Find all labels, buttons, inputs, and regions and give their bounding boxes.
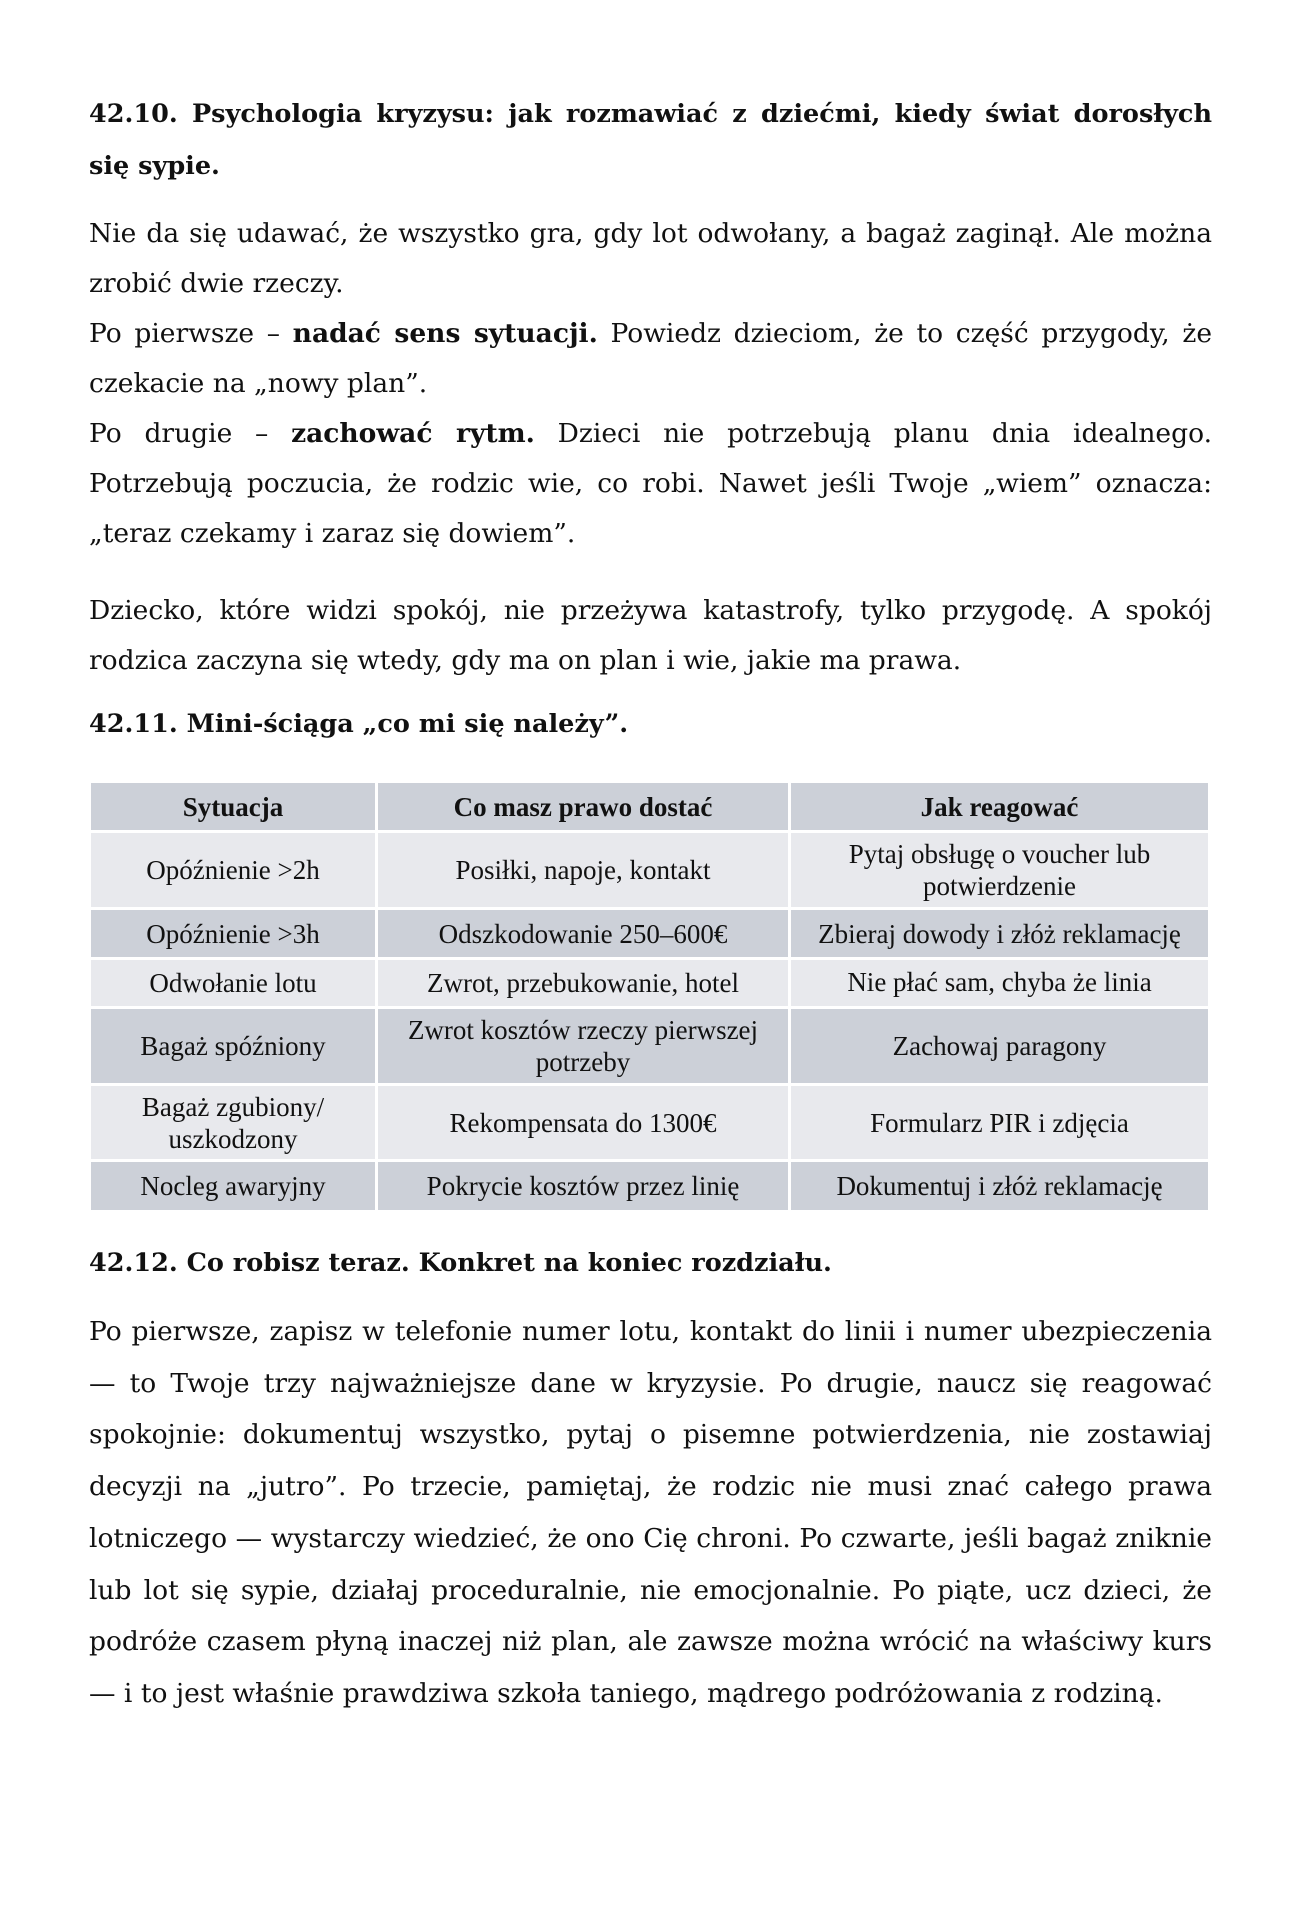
paragraph	[89, 409, 1212, 559]
table-header-cell: Jak reagować	[791, 783, 1208, 833]
table-cell: Opóźnienie >3h	[91, 910, 378, 960]
table-cell: Pokrycie kosztów przez linię	[378, 1162, 791, 1210]
table-cell: Odwołanie lotu	[91, 960, 378, 1009]
section-heading-42-12: 42.12. Co robisz teraz. Konkret na koniec rozdziału.	[89, 1248, 832, 1278]
paragraph	[89, 309, 1212, 409]
table-header-cell: Co masz prawo dostać	[378, 783, 791, 833]
table-cell: Opóźnienie >2h	[91, 833, 378, 910]
paragraph-prefix: Po drugie –	[89, 418, 292, 449]
table-cell: Zwrot, przebukowanie, hotel	[378, 960, 791, 1009]
table-cell: Odszkodowanie 250–600€	[378, 910, 791, 960]
paragraph: Nie da się udawać, że wszystko gra, gdy lot odwołany, a bagaż zaginął. Ale można zrobić dwie rzeczy.	[89, 218, 1212, 299]
table-cell: Formularz PIR i zdjęcia	[791, 1086, 1208, 1162]
paragraph-bold: zachować rytm.	[291, 418, 535, 449]
table-row	[91, 833, 1208, 910]
table-row	[91, 910, 1208, 960]
paragraph-suffix: Dzieci nie potrzebują planu dnia idealnego. Potrzebują poczucia, że rodzic wie, co robi. Nawet jeśli Twoje „wiem” oznacza: „teraz czekamy i zaraz się dowiem”.	[89, 418, 1212, 549]
table-cell-clipped: Nie płać sam, chyba że linia	[791, 960, 1208, 1009]
table-cell: Rekompensata do 1300€	[378, 1086, 791, 1162]
table-cell: Nocleg awaryjny	[91, 1162, 378, 1210]
table-cell: Posiłki, napoje, kontakt	[378, 833, 791, 910]
table-header-cell: Sytuacja	[91, 783, 378, 833]
table-row	[91, 1086, 1208, 1162]
paragraph-suffix: Powiedz dzieciom, że to część przygody, że czekacie na „nowy plan”.	[89, 318, 1213, 399]
table-header-row	[91, 783, 1208, 833]
rights-table	[91, 783, 1208, 1210]
table-cell: Dokumentuj i złóż reklamację	[791, 1162, 1208, 1210]
paragraph: Dziecko, które widzi spokój, nie przeżywa katastrofy, tylko przygodę. A spokój rodzica zaczyna się wtedy, gdy ma on plan i wie, jakie ma prawa.	[89, 595, 1212, 676]
table-row	[91, 1162, 1208, 1210]
table-cell: Zachowaj paragony	[791, 1009, 1208, 1086]
table-row	[91, 960, 1208, 1009]
table-cell: Bagaż spóźniony	[91, 1009, 378, 1086]
paragraph-bold: nadać sens sytuacji.	[292, 318, 598, 349]
table-cell: Bagaż zgubiony/ uszkodzony	[91, 1086, 378, 1162]
section-heading-42-11: 42.11. Mini-ściąga „co mi się należy”.	[89, 709, 629, 739]
table-cell: Pytaj obsługę o voucher lub potwierdzenie	[791, 833, 1208, 910]
table-cell: Zwrot kosztów rzeczy pierwszej potrzeby	[378, 1009, 791, 1086]
table-cell: Zbieraj dowody i złóż reklamację	[791, 910, 1208, 960]
table-row	[91, 1009, 1208, 1086]
section-heading-42-10: 42.10. Psychologia kryzysu: jak rozmawiać z dziećmi, kiedy świat dorosłych się sypie.	[89, 99, 1212, 181]
paragraph: Po pierwsze, zapisz w telefonie numer lotu, kontakt do linii i numer ubezpieczenia — to Twoje trzy najważniejsze dane w kryzysie. Po drugie, naucz się reagować spokojnie: dokumentuj wszystko, pytaj o pisemne potwierdzenia, nie zostawiaj decyzji na „jutro”. Po trzecie, pamiętaj, że rodzic nie musi znać całego prawa lotniczego — wystarczy wiedzieć, że ono Cię chroni. Po czwarte, jeśli bagaż zniknie lub lot się sypie, działaj proceduralnie, nie emocjonalnie. Po piąte, ucz dzieci, że podróże czasem płyną inaczej niż plan, ale zawsze można wrócić na właściwy kurs — i to jest właśnie prawdziwa szkoła taniego, mądrego podróżowania z rodziną.	[89, 1316, 1212, 1709]
paragraph-prefix: Po pierwsze –	[89, 318, 293, 349]
